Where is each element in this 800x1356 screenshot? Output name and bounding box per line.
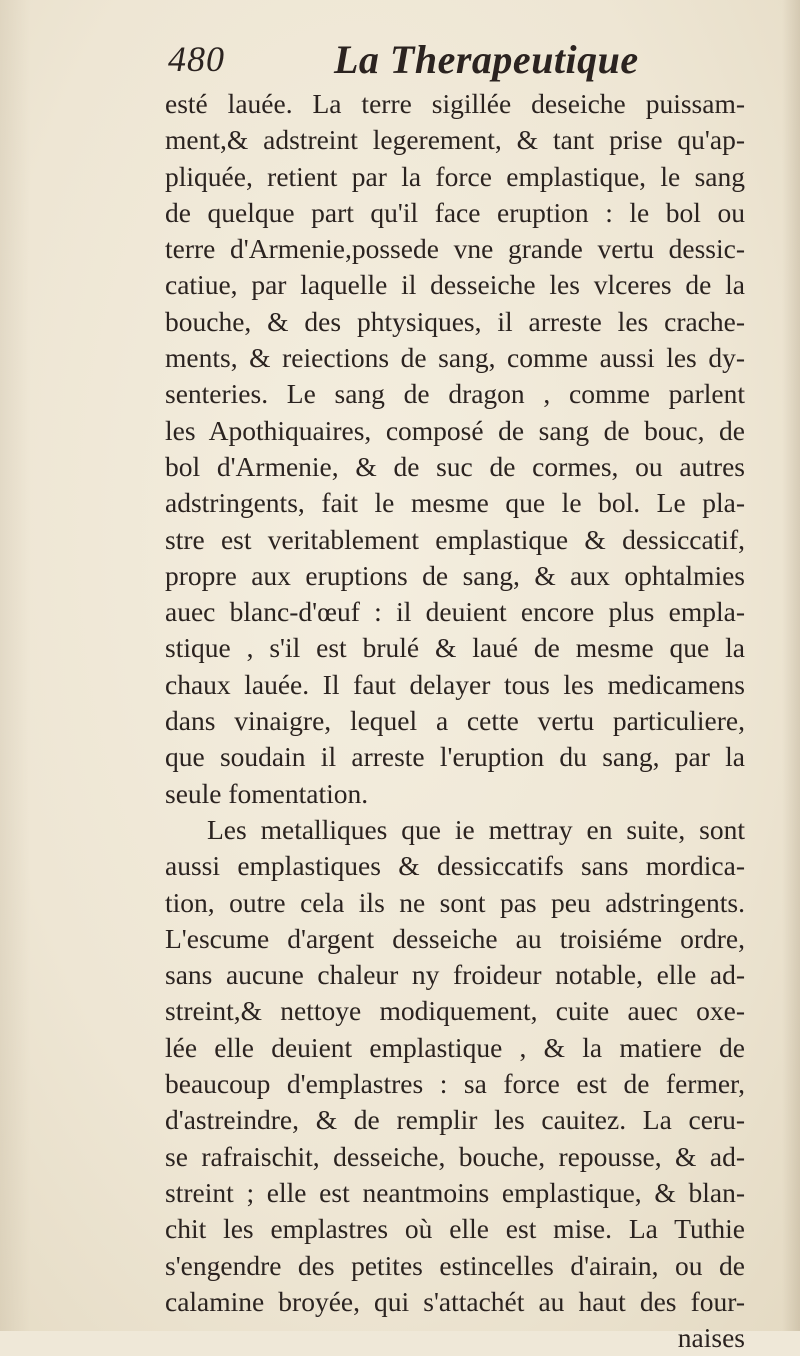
running-title: La Therapeutique <box>334 37 639 82</box>
text-line: adstringents, fait le mesme que le bol. Le pla- <box>165 487 745 519</box>
text-line: lée elle deuient emplastique , & la matiere de <box>165 1031 745 1063</box>
text-line: pliquée, retient par la force emplastique, le sang <box>165 160 745 192</box>
text-line: ments, & reiections de sang, comme aussi les dy- <box>165 342 745 374</box>
text-line: propre aux eruptions de sang, & aux ophtalmies <box>165 559 745 591</box>
text-line: catiue, par laquelle il desseiche les vlceres de la <box>165 269 745 301</box>
text-line: terre d'Armenie,possede vne grande vertu dessic- <box>165 233 745 265</box>
text-line: de quelque part qu'il face eruption : le bol ou <box>165 196 745 228</box>
text-line: stre est veritablement emplastique & dessiccatif, <box>165 523 745 555</box>
text-line: beaucoup d'emplastres : sa force est de fermer, <box>165 1068 745 1100</box>
text-line: s'engendre des petites estincelles d'airain, ou de <box>165 1249 745 1281</box>
text-line: senteries. Le sang de dragon , comme parlent <box>165 378 745 410</box>
page-edge-shadow <box>782 0 800 1331</box>
text-line: sans aucune chaleur ny froideur notable, elle ad- <box>165 959 745 991</box>
paragraph-start-line: Les metalliques que ie mettray en suite, sont <box>207 813 745 845</box>
text-line: tion, outre cela ils ne sont pas peu adstringents. <box>165 886 745 918</box>
text-line: aussi emplastiques & dessiccatifs sans mordica- <box>165 850 745 882</box>
text-line: bouche, & des phtysiques, il arreste les crache- <box>165 305 745 337</box>
text-line: ment,& adstreint legerement, & tant prise qu'ap- <box>165 124 745 156</box>
text-line: streint,& nettoye modiquement, cuite auec oxe- <box>165 995 745 1027</box>
text-line: bol d'Armenie, & de suc de cormes, ou autres <box>165 450 745 482</box>
page-gutter-shadow <box>0 0 30 1331</box>
text-line: chit les emplastres où elle est mise. La Tuthie <box>165 1213 745 1245</box>
catchword: naises <box>677 1322 745 1354</box>
text-line: d'astreindre, & de remplir les cauitez. La ceru- <box>165 1104 745 1136</box>
text-line: se rafraischit, desseiche, bouche, repousse, & ad- <box>165 1140 745 1172</box>
paragraph-end-line: seule fomentation. <box>165 777 369 809</box>
text-line: streint ; elle est neantmoins emplastique, & blan- <box>165 1176 745 1208</box>
text-line: esté lauée. La terre sigillée deseiche puissam- <box>165 88 745 119</box>
body-text <box>165 86 745 1356</box>
page-header <box>168 36 728 86</box>
page-number: 480 <box>168 39 225 79</box>
text-line: L'escume d'argent desseiche au troisiéme ordre, <box>165 922 745 954</box>
text-line: les Apothiquaires, composé de sang de bouc, de <box>165 414 745 446</box>
text-line: stique , s'il est brulé & laué de mesme que la <box>165 632 745 664</box>
text-line: calamine broyée, qui s'attachét au haut des four- <box>165 1285 745 1317</box>
text-line: auec blanc-d'œuf : il deuient encore plus empla- <box>165 596 745 628</box>
text-line: chaux lauée. Il faut delayer tous les medicamens <box>165 668 745 700</box>
text-line: que soudain il arreste l'eruption du sang, par la <box>165 741 745 773</box>
text-line: dans vinaigre, lequel a cette vertu particuliere, <box>165 705 745 737</box>
